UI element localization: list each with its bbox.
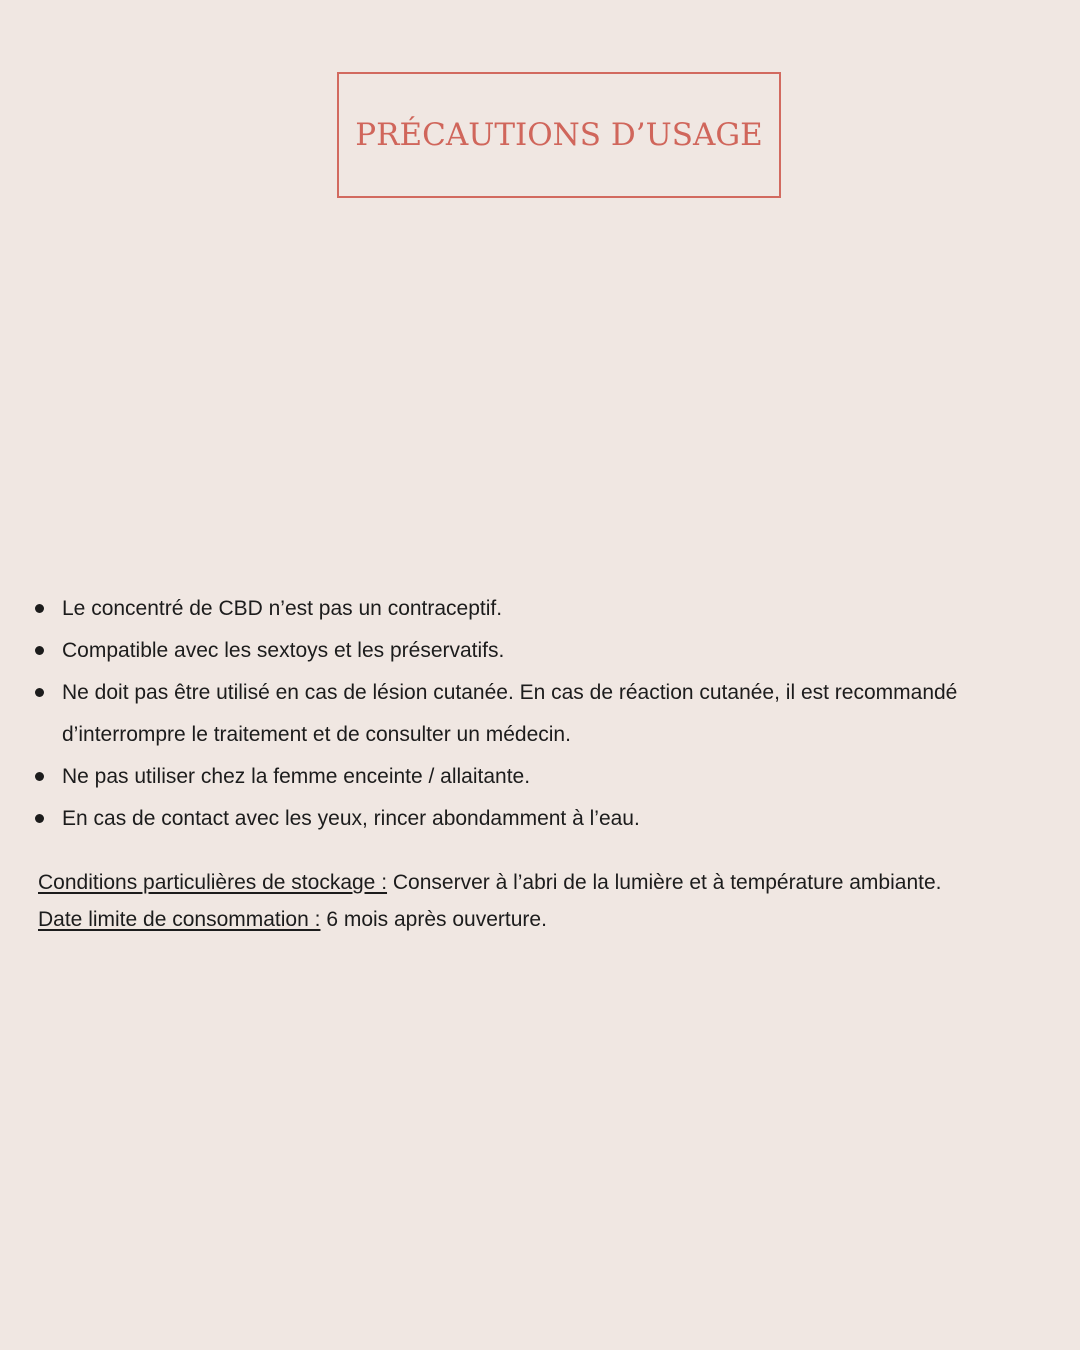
bullet-icon	[35, 646, 44, 655]
list-item-text: Ne pas utiliser chez la femme enceinte / allaitante.	[62, 765, 531, 788]
bullet-icon	[35, 772, 44, 781]
storage-label: Conditions particulières de stockage :	[38, 871, 388, 894]
list-item	[30, 630, 1050, 672]
list-item	[30, 588, 1050, 630]
list-item-text: En cas de contact avec les yeux, rincer abondamment à l’eau.	[62, 807, 640, 830]
list-item-text: Ne doit pas être utilisé en cas de lésion cutanée. En cas de réaction cutanée, il est recommandé d’interrompre le traitement et de consulter un médecin.	[62, 681, 958, 746]
bullet-icon	[35, 814, 44, 823]
expiry-value: 6 mois après ouverture.	[326, 908, 547, 931]
list-item	[30, 798, 1050, 840]
bullet-icon	[35, 604, 44, 613]
storage-notes	[38, 864, 1048, 938]
list-item	[30, 672, 1050, 756]
title-frame	[337, 72, 781, 198]
precautions-list	[30, 588, 1050, 840]
page-title: PRÉCAUTIONS D’USAGE	[355, 117, 763, 153]
list-item-text: Compatible avec les sextoys et les préservatifs.	[62, 639, 505, 662]
expiry-label: Date limite de consommation :	[38, 908, 321, 931]
storage-conditions	[38, 864, 1048, 901]
storage-value: Conserver à l’abri de la lumière et à température ambiante.	[392, 871, 942, 894]
list-item	[30, 756, 1050, 798]
expiry-date	[38, 901, 1048, 938]
bullet-icon	[35, 688, 44, 697]
list-item-text: Le concentré de CBD n’est pas un contraceptif.	[62, 597, 503, 620]
